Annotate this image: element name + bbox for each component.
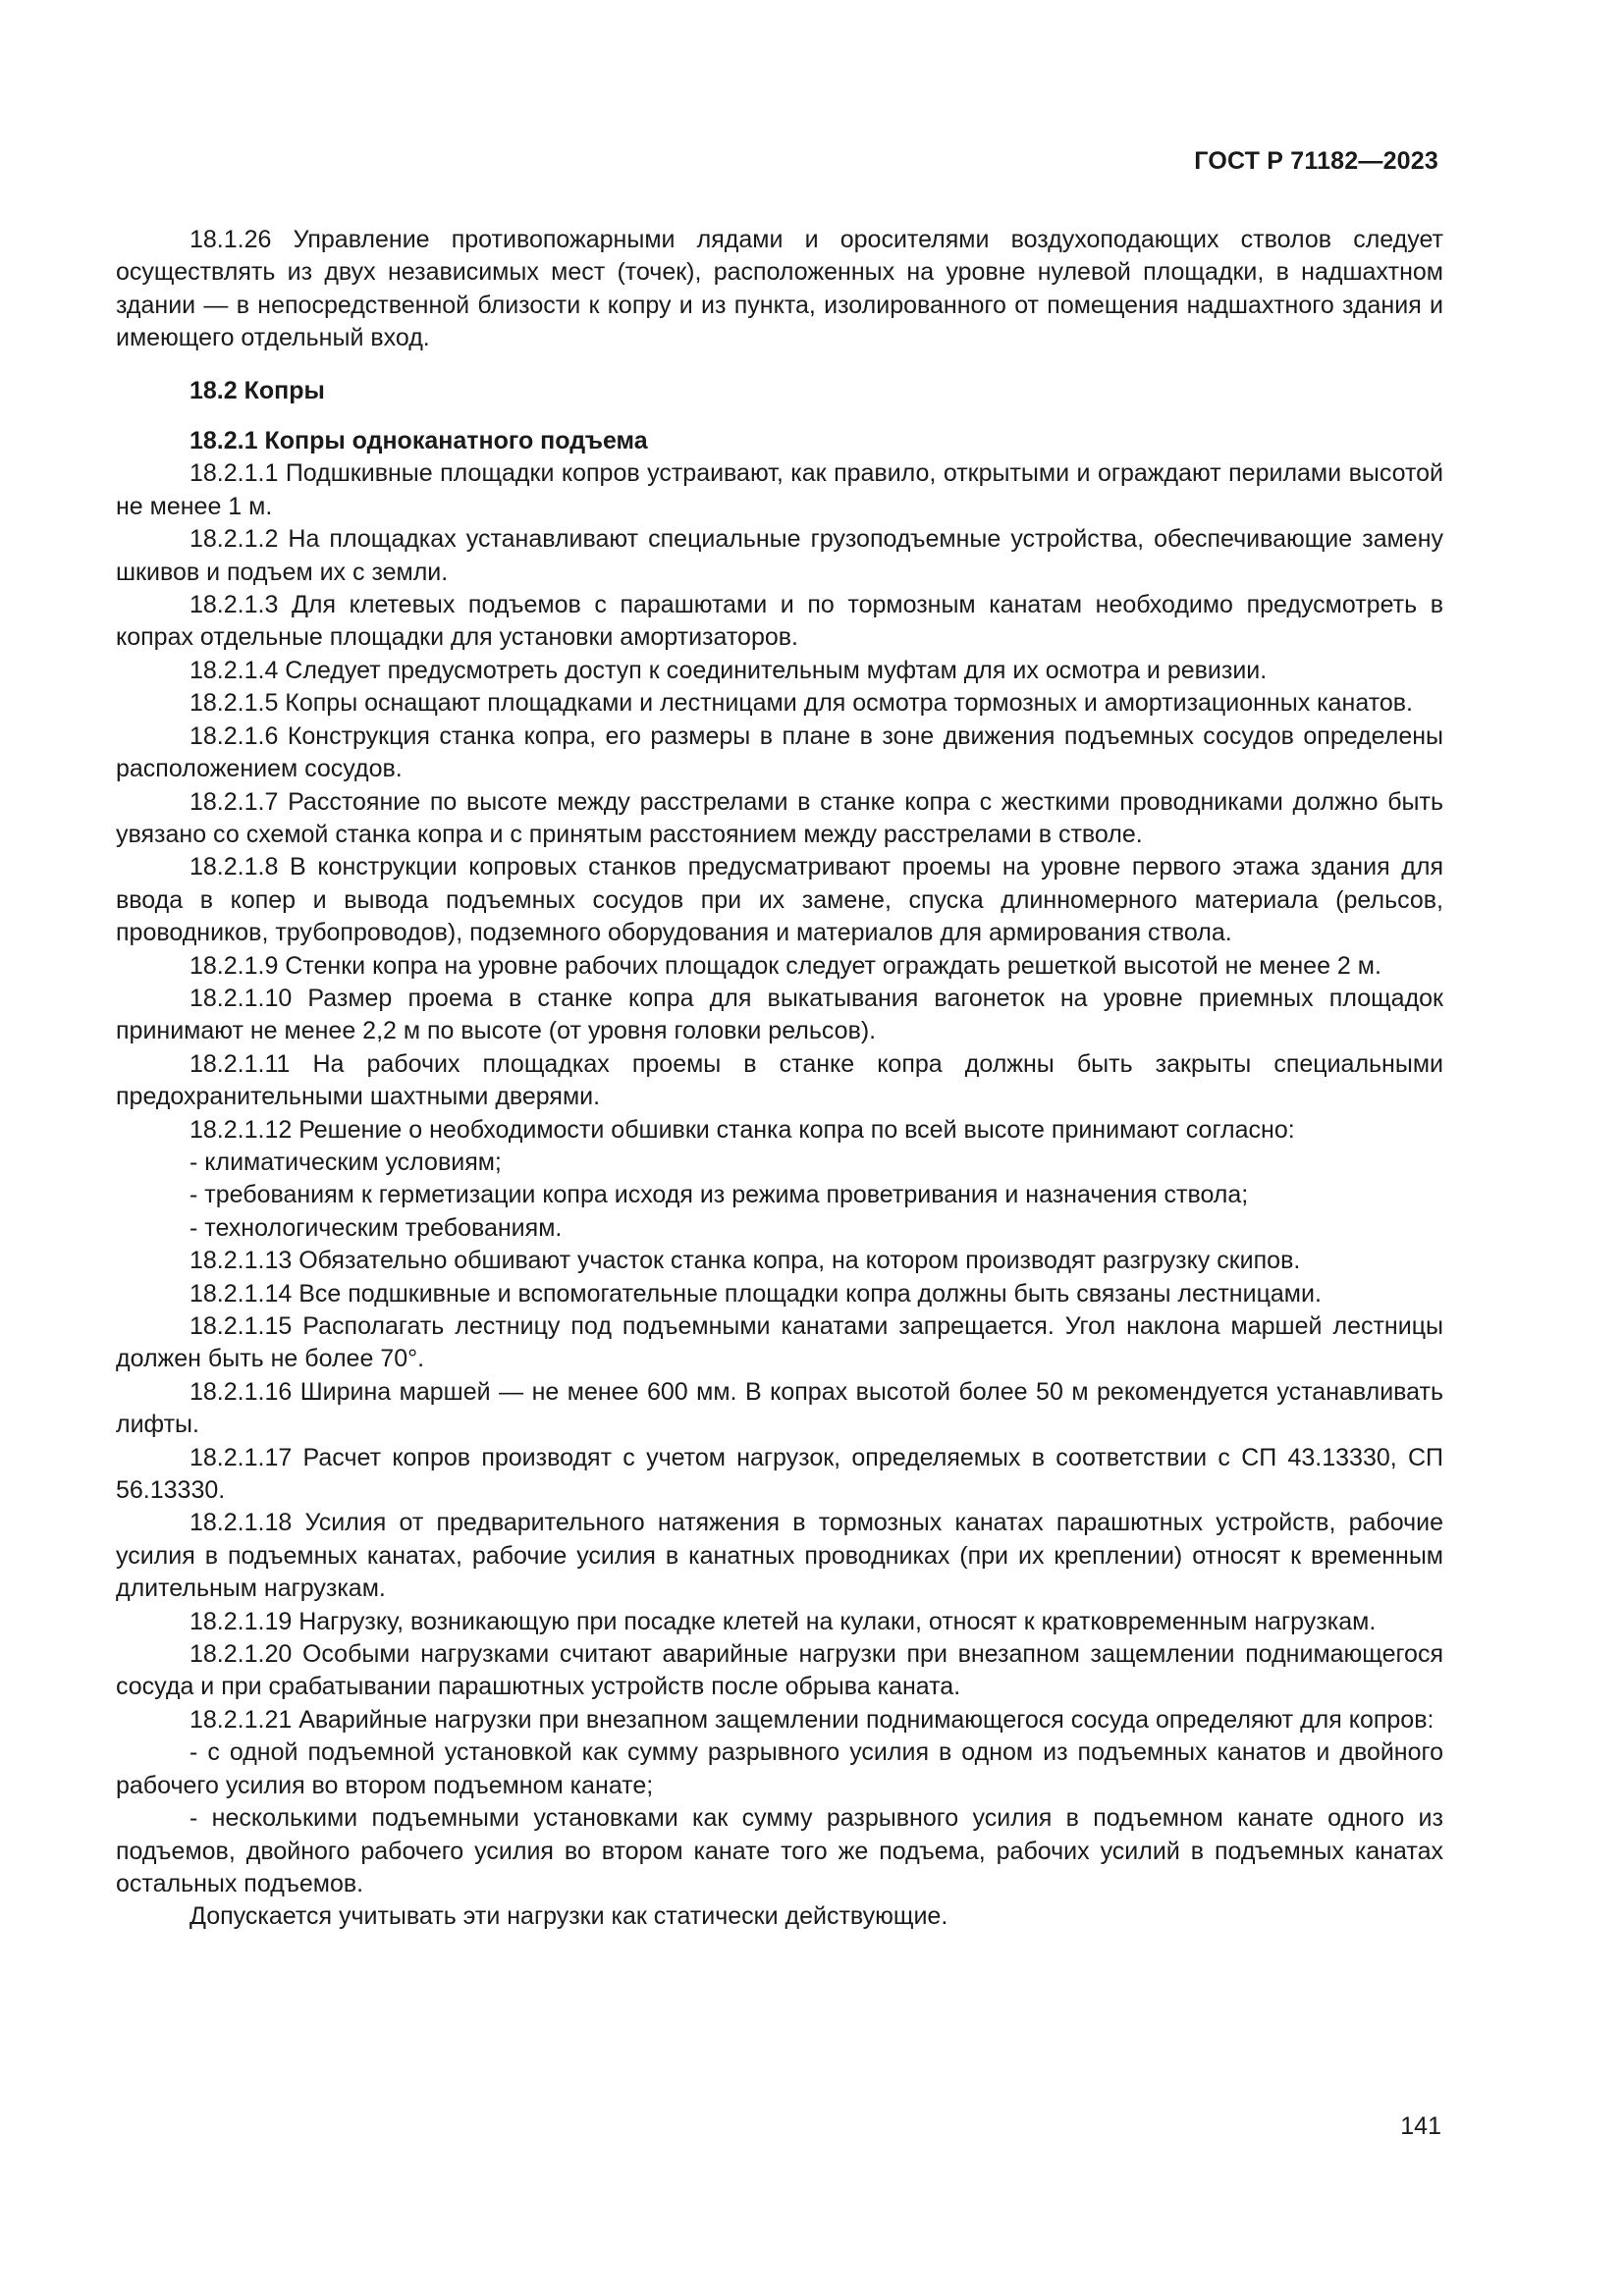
paragraph-18-2-1-4: 18.2.1.4 Следует предусмотреть доступ к соединительным муфтам для их осмотра и ревизии.: [189, 656, 1268, 684]
paragraph-18-2-1-18: 18.2.1.18 Усилия от предварительного натяжения в тормозных канатах парашютных устройств, рабочие усилия в подъемных канатах, рабочие усилия в канатных проводниках (при их креплении) относят к временным длительным нагрузкам.: [116, 1509, 1443, 1603]
subsection-title: 18.2.1 Копры одноканатного подъема: [189, 427, 648, 455]
paragraph-18-2-1-6: 18.2.1.6 Конструкция станка копра, его размеры в плане в зоне движения подъемных сосудов определены расположением сосудов.: [116, 721, 1443, 783]
closing-paragraph: Допускается учитывать эти нагрузки как статически действующие.: [189, 1902, 948, 1931]
paragraph-18-2-1-5: 18.2.1.5 Копры оснащают площадками и лестницами для осмотра тормозных и амортизационных канатов.: [189, 689, 1413, 718]
paragraph-18-2-1-12: 18.2.1.12 Решение о необходимости обшивки станка копра по всей высоте принимают согласно:: [189, 1115, 1295, 1144]
paragraph-18-2-1-13: 18.2.1.13 Обязательно обшивают участок станка копра, на котором производят разгрузку скипов.: [189, 1247, 1301, 1275]
paragraph-18-2-1-1: 18.2.1.1 Подшкивные площадки копров устраивают, как правило, открытыми и ограждают перилами высотой не менее 1 м.: [116, 459, 1443, 520]
paragraph-18-2-1-19: 18.2.1.19 Нагрузку, возникающую при посадке клетей на кулаки, относят к кратковременным нагрузкам.: [189, 1607, 1377, 1635]
paragraph-18-2-1-16: 18.2.1.16 Ширина маршей — не менее 600 мм. В копрах высотой более 50 м рекомендуется устанавливать лифты.: [116, 1377, 1443, 1439]
paragraph-18-2-1-14: 18.2.1.14 Все подшкивные и вспомогательные площадки копра должны быть связаны лестницами.: [189, 1279, 1322, 1308]
page-number: 141: [1400, 2112, 1441, 2140]
list-item: - климатическим условиям;: [189, 1148, 502, 1176]
paragraph-18-2-1-9: 18.2.1.9 Стенки копра на уровне рабочих площадок следует ограждать решеткой высотой не менее 2 м.: [189, 951, 1381, 980]
document-code-header: ГОСТ Р 71182—2023: [1194, 147, 1438, 175]
paragraph-18-2-1-3: 18.2.1.3 Для клетевых подъемов с парашютами и по тормозным канатам необходимо предусмотреть в копрах отдельные площадки для установки амортизаторов.: [116, 591, 1443, 652]
paragraph-18-2-1-7: 18.2.1.7 Расстояние по высоте между расстрелами в станке копра с жесткими проводниками должно быть увязано со схемой станка копра и с принятым расстоянием между расстрелами в стволе.: [116, 787, 1443, 848]
paragraph-18-2-1-17: 18.2.1.17 Расчет копров производят с учетом нагрузок, определяемых в соответствии с СП 43.13330, СП 56.13330.: [116, 1443, 1443, 1505]
list-item: - технологическим требованиям.: [189, 1213, 563, 1242]
paragraph-18-2-1-11: 18.2.1.11 На рабочих площадках проемы в станке копра должны быть закрыты специальными предохранительными шахтными дверями.: [116, 1049, 1443, 1111]
list-item: - с одной подъемной установкой как сумму разрывного усилия в одном из подъемных канатов и двойного рабочего усилия во втором подъемном канате;: [116, 1738, 1443, 1799]
paragraph-18-2-1-20: 18.2.1.20 Особыми нагрузками считают аварийные нагрузки при внезапном защемлении поднимающегося сосуда и при срабатывании парашютных устройств после обрыва каната.: [116, 1640, 1443, 1701]
paragraph-18-2-1-15: 18.2.1.15 Располагать лестницу под подъемными канатами запрещается. Угол наклона маршей лестницы должен быть не более 70°.: [116, 1312, 1443, 1373]
paragraph-18-2-1-10: 18.2.1.10 Размер проема в станке копра для выкатывания вагонеток на уровне приемных площадок принимают не менее 2,2 м по высоте (от уровня головки рельсов).: [116, 984, 1443, 1045]
document-body: [116, 224, 1443, 1934]
list-item: - требованиям к герметизации копра исходя из режима проветривания и назначения ствола;: [189, 1181, 1249, 1209]
list-item: - несколькими подъемными установками как сумму разрывного усилия в подъемном канате одного из подъемов, двойного рабочего усилия во втором канате того же подъема, рабочих усилий в подъемных канатах остальных подъемов.: [116, 1804, 1443, 1897]
paragraph-18-2-1-8: 18.2.1.8 В конструкции копровых станков предусматривают проемы на уровне первого этажа здания для ввода в копер и вывода подъемных сосудов при их замене, спуска длинномерного материала (рельсов, проводников, трубопроводов), подземного оборудования и материалов для армирования ствола.: [116, 853, 1443, 947]
paragraph-18-2-1-21: 18.2.1.21 Аварийные нагрузки при внезапном защемлении поднимающегося сосуда определяют для копров:: [189, 1705, 1435, 1734]
paragraph-18-2-1-2: 18.2.1.2 На площадках устанавливают специальные грузоподъемные устройства, обеспечивающие замену шкивов и подъем их с земли.: [116, 525, 1443, 586]
section-title: 18.2 Копры: [189, 376, 325, 404]
paragraph-18-1-26: 18.1.26 Управление противопожарными лядами и оросителями воздухоподающих стволов следует осуществлять из двух независимых мест (точек), расположенных на уровне нулевой площадки, в надшахтном здании — в непосредственной близости к копру и из пункта, изолированного от помещения надшахтного здания и имеющего отдельный вход.: [116, 226, 1443, 352]
